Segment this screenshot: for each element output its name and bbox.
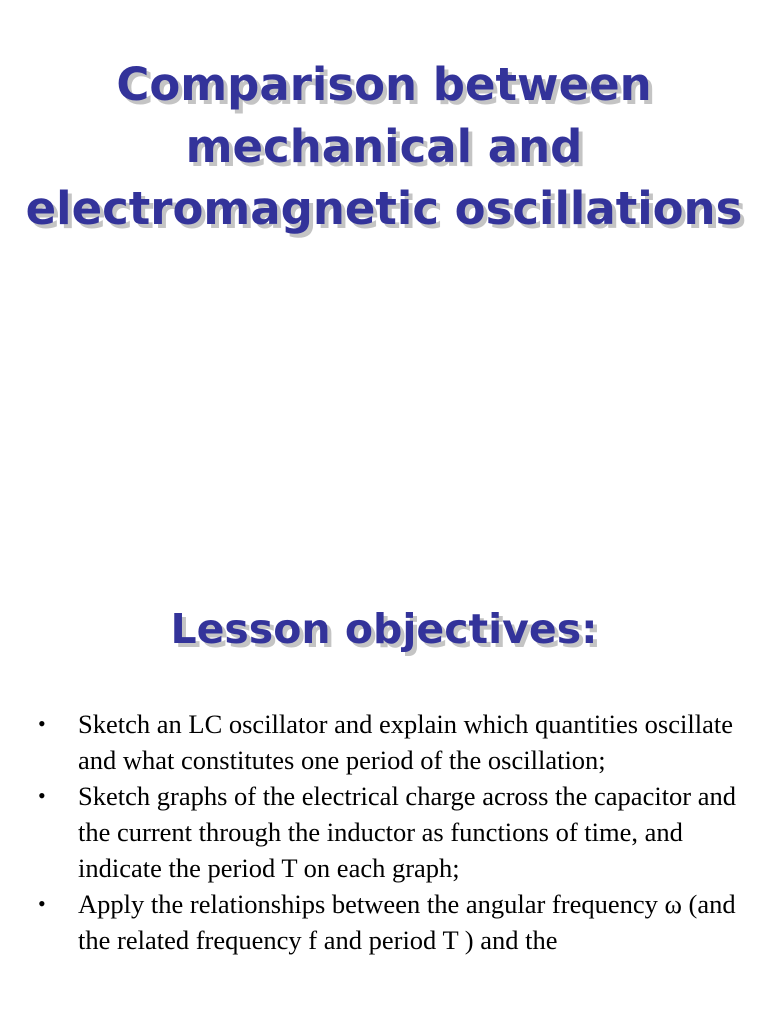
objective-item-3: [36, 886, 746, 958]
bullet-icon: •: [38, 783, 46, 808]
bullet-icon: •: [38, 891, 46, 916]
title-line-2: mechanical and: [185, 120, 583, 173]
title-line-3: electromagnetic oscillations: [25, 182, 743, 235]
lesson-objectives-heading: Lesson objectives:: [170, 605, 598, 653]
objectives-list: [36, 706, 746, 958]
title-line-1: Comparison between: [116, 58, 652, 111]
objective-text-1: Sketch an LC oscillator and explain which quantities oscillate and what constitutes one period of the oscillation;: [78, 709, 733, 775]
objective-text-2: Sketch graphs of the electrical charge across the capacitor and the current through the inductor as functions of time, and indicate the period T on each graph;: [78, 781, 737, 883]
objective-item-2: [36, 778, 746, 886]
objective-item-1: [36, 706, 746, 778]
objective-text-3: Apply the relationships between the angular frequency ω (and the related frequency f and period T ) and the: [78, 889, 736, 955]
bullet-icon: •: [38, 711, 46, 736]
slide-title: [0, 54, 768, 240]
